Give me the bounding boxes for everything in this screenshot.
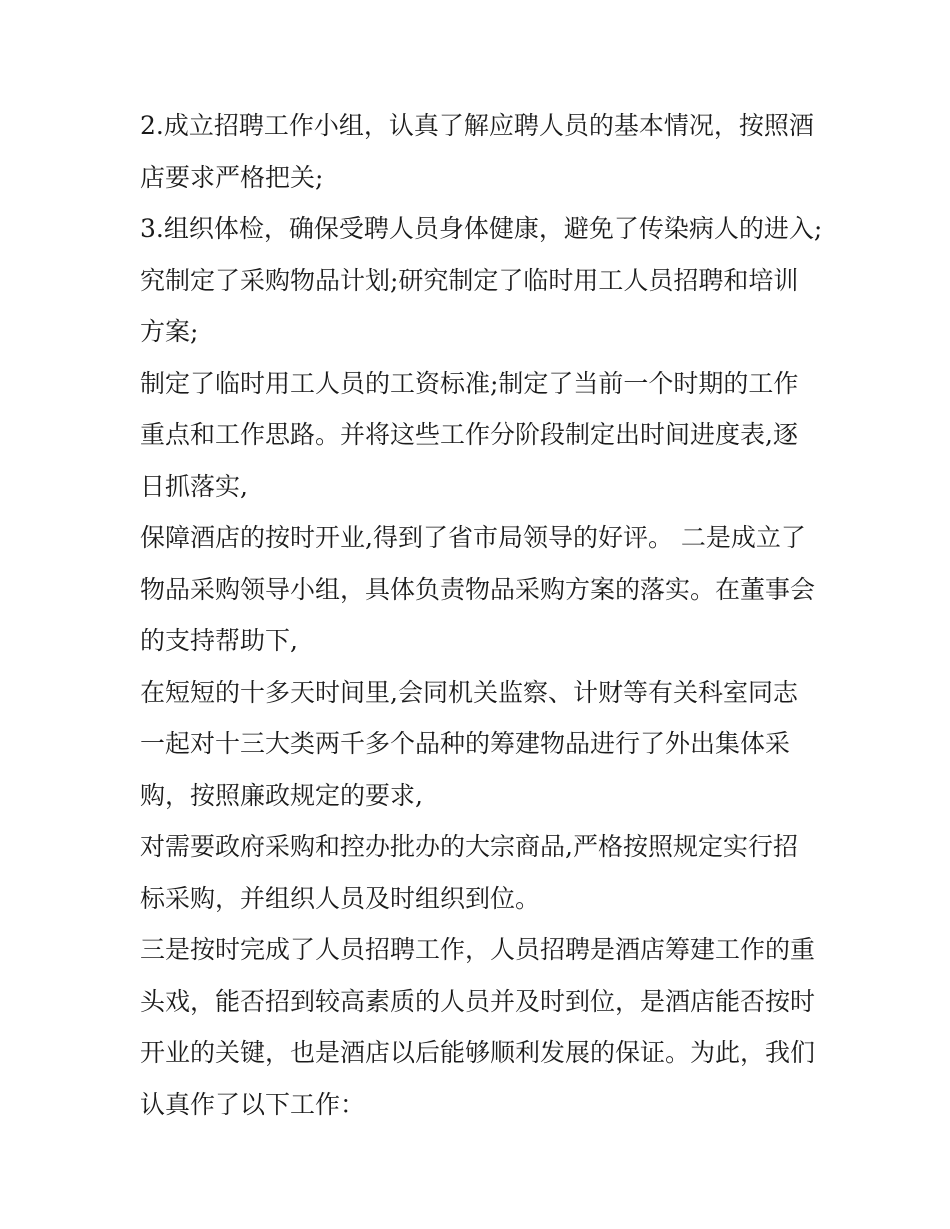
text-line: 究制定了采购物品计划;研究制定了临时用工人员招聘和培训 (140, 265, 799, 295)
text-line: 三是按时完成了人员招聘工作，人员招聘是酒店筹建工作的重 (140, 935, 816, 964)
text-line: 店要求严格把关; (140, 162, 324, 192)
text-line: 头戏，能否招到较高素质的人员并及时到位，是酒店能否按时 (140, 986, 816, 1016)
text-line: 开业的关键，也是酒店以后能够顺利发展的保证。为此，我们 (140, 1038, 816, 1067)
text-line: 保障酒店的按时开业,得到了省市局领导的好评。 二是成立了 (140, 523, 806, 552)
text-line: 方案; (140, 317, 199, 346)
text-line: 制定了临时用工人员的工资标准;制定了当前一个时期的工作 (140, 368, 799, 398)
text-line: 在短短的十多天时间里,会同机关监察、计财等有关科室同志 (140, 677, 798, 707)
text-line: 2.成立招聘工作小组，认真了解应聘人员的基本情况，按照酒 (140, 111, 814, 140)
text-line: 3.组织体检，确保受聘人员身体健康，避免了传染病人的进入; (140, 214, 823, 243)
text-line: 的支持帮助下, (140, 626, 298, 655)
text-line: 物品采购领导小组，具体负责物品采购方案的落实。在董事会 (140, 574, 816, 604)
text-line: 购，按照廉政规定的要求, (140, 780, 423, 810)
text-line: 一起对十三大类两千多个品种的筹建物品进行了外出集体采 (140, 729, 791, 758)
text-line: 日抓落实, (140, 471, 248, 501)
text-line: 认真作了以下工作： (140, 1089, 366, 1119)
document-body (140, 100, 823, 1130)
text-line: 对需要政府采购和控办批办的大宗商品,严格按照规定实行招 (140, 832, 798, 861)
text-line: 标采购，并组织人员及时组织到位。 (140, 883, 541, 913)
text-line: 重点和工作思路。并将这些工作分阶段制定出时间进度表,逐 (140, 420, 798, 449)
